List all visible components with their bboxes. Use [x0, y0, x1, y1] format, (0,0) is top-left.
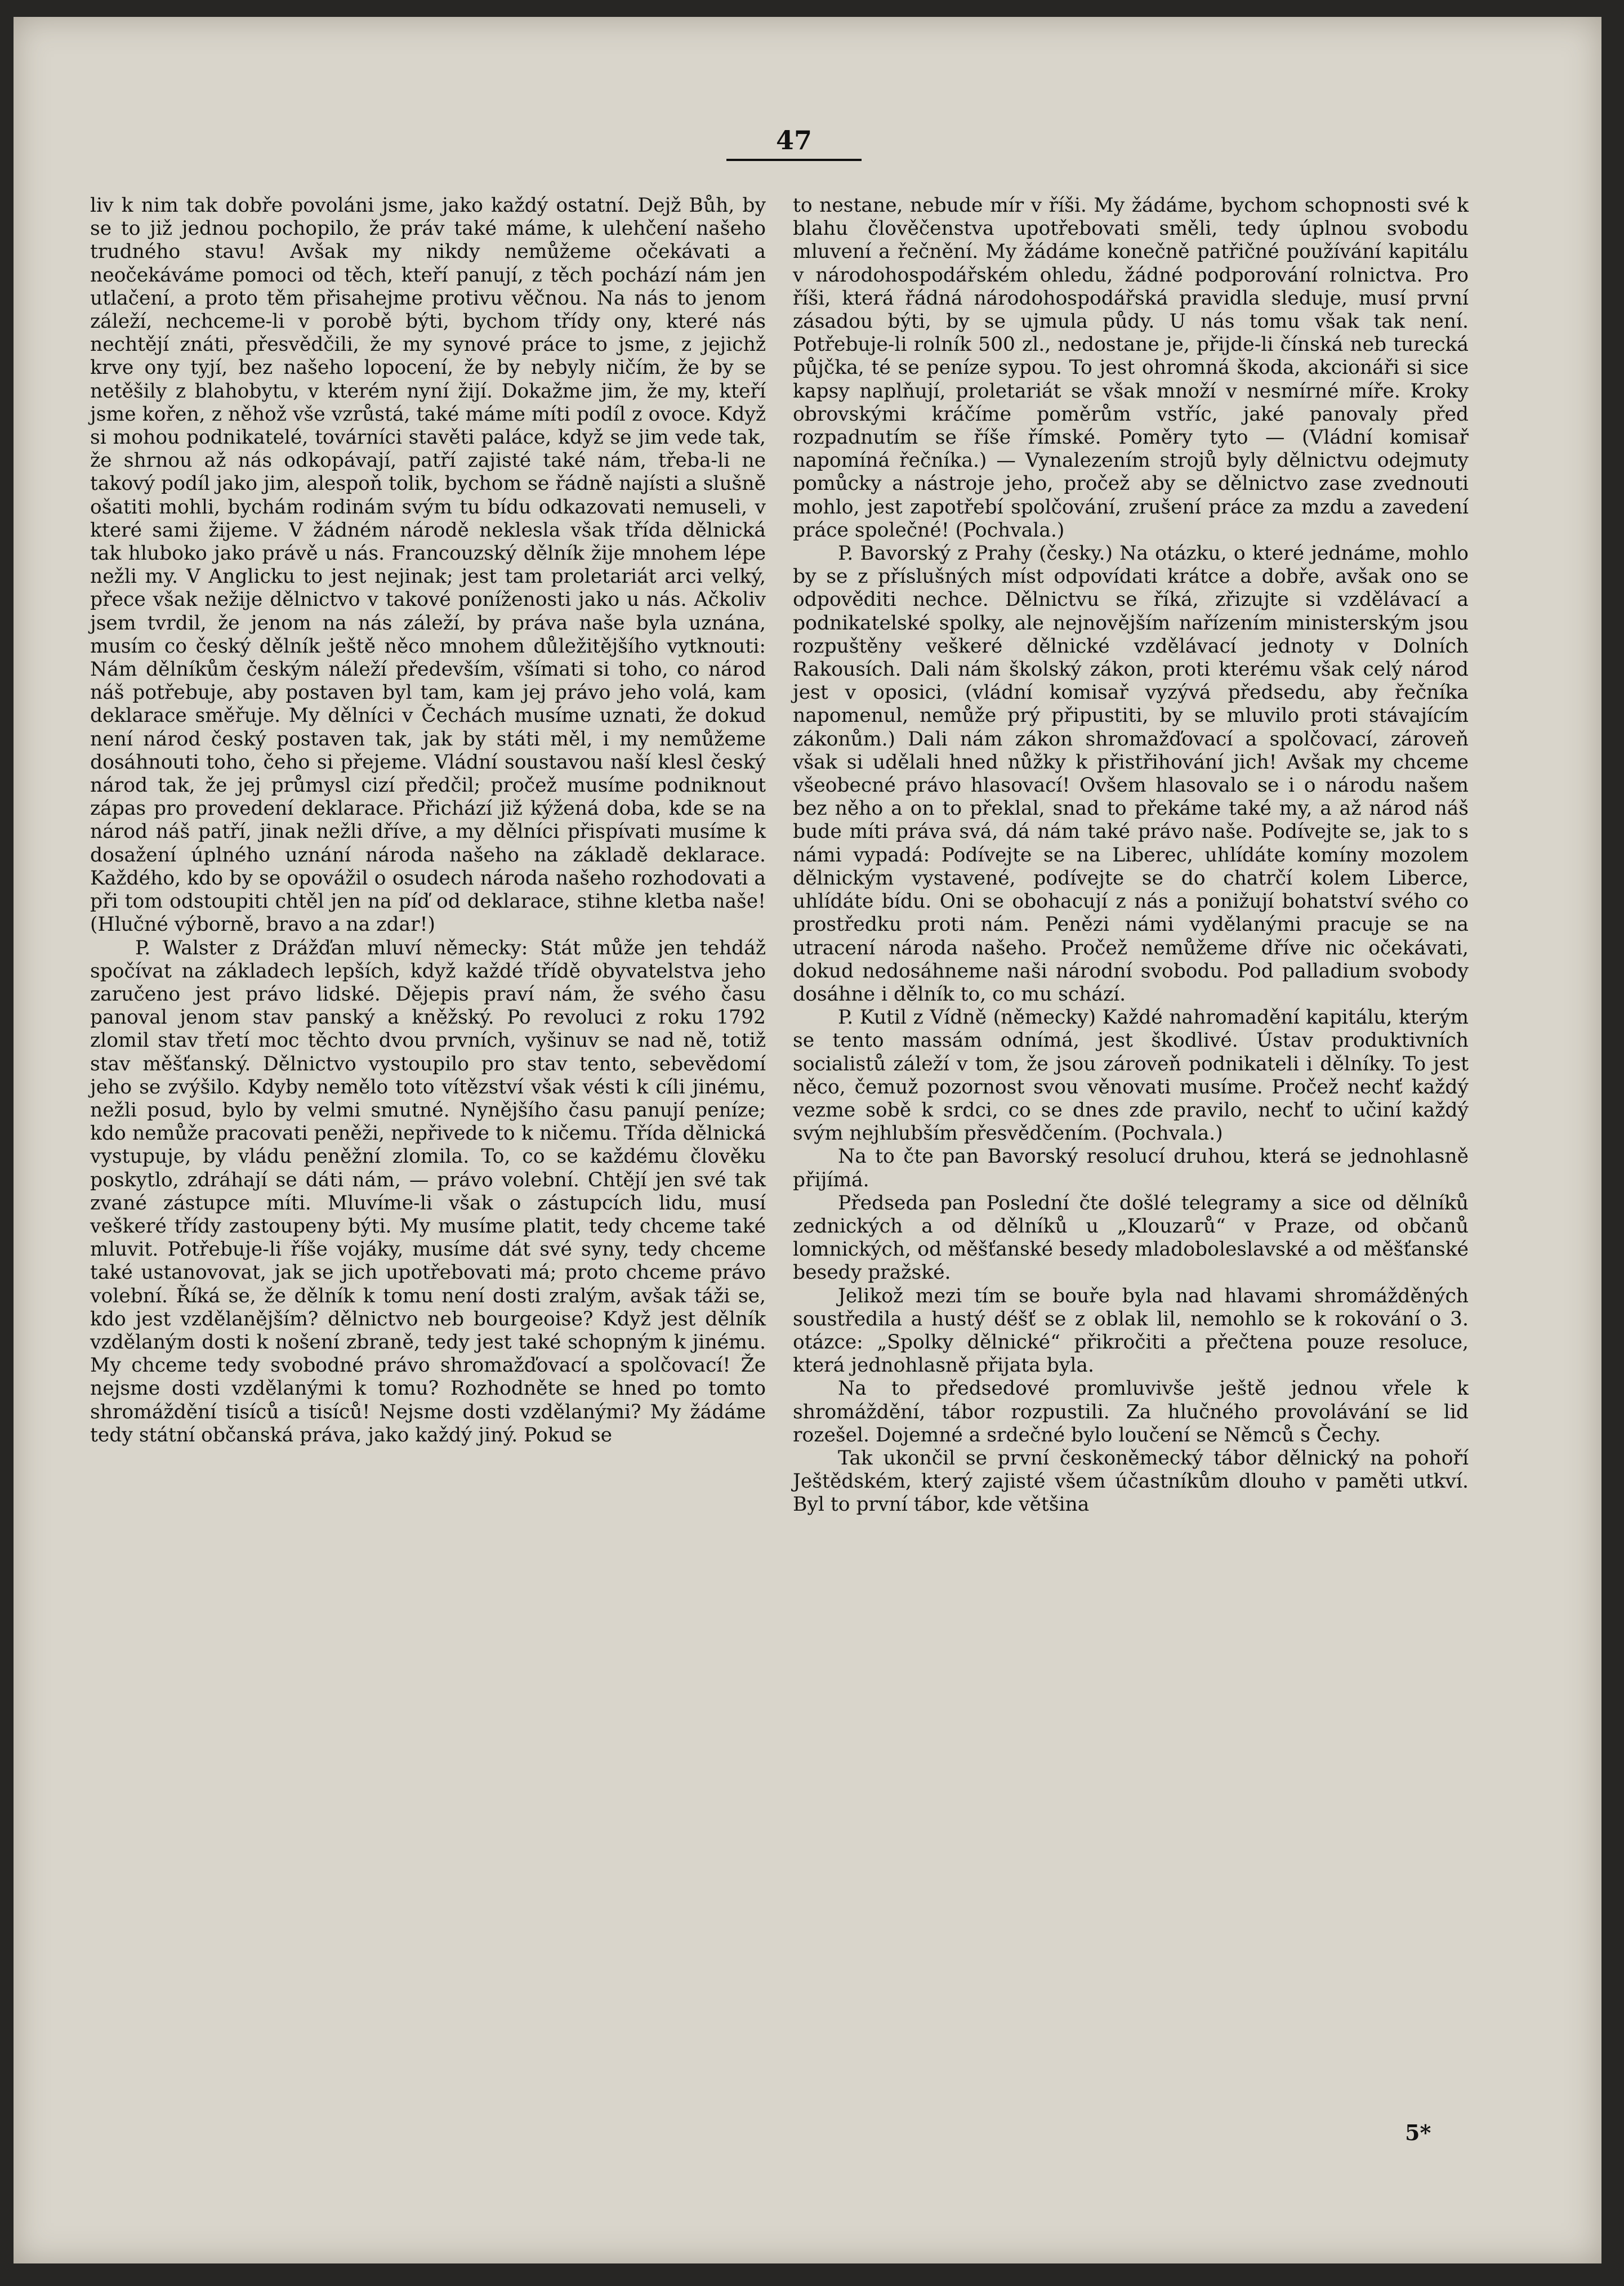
paragraph: Tak ukončil se první českoněmecký tábor dělnický na pohoří Ještědském, který zajisté všem účastníkům dlouho v paměti utkví. Byl to první tábor, kde většina	[793, 1446, 1469, 1516]
paragraph: Předseda pan Poslední čte došlé telegramy a sice od dělníků zednických a od dělníků u „Klouzarů“ v Praze, od občanů lomnických, od měšťanské besedy mladoboleslavské a od měšťanské besedy pražské.	[793, 1191, 1469, 1284]
paragraph: liv k nim tak dobře povoláni jsme, jako každý ostatní. Dejž Bůh, by se to již jednou pochopilo, že práv také máme, k ulehčení našeho trudného stavu! Avšak my nikdy nemůžeme očekávati a neočekáváme pomoci od těch, kteří panují, z těch pochází nám jen utlačení, a proto těm přisahejme protivu věčnou. Na nás to jenom záleží, nechceme-li v porobě býti, bychom třídy ony, které nás nechtějí znáti, přesvědčili, že my synové práce to jsme, z jejichž krve ony tyjí, bez našeho lopocení, že by nebyly ničím, že by se netěšily z blahobytu, v kterém nyní žijí. Dokažme jim, že my, kteří jsme kořen, z něhož vše vzrůstá, také máme míti podíl z ovoce. Když si mohou podnikatelé, továrníci stavěti paláce, když se jim vede tak, že shrnou až nás odkopávají, patří zajisté také nám, třeba-li ne takový podíl jako jim, alespoň tolik, bychom se řádně najísti a slušně ošatiti mohli, bychám rodinám svým tu bídu odkazovati nemuseli, v které sami žijeme. V žádném národě neklesla však třída dělnická tak hluboko jako právě u nás. Francouzský dělník žije mnohem lépe nežli my. V Anglicku to jest nejinak; jest tam proletariát arci velký, přece však nežije dělnictvo v takové poníženosti jako u nás. Ačkoliv jsem tvrdil, že jenom na nás záleží, by práva naše byla uznána, musím co český dělník ještě něco mnohem důležitějšího vytknouti: Nám dělníkům českým náleží především, všímati si toho, co národ náš potřebuje, aby postaven byl tam, kam jej právo jeho volá, kam deklarace směřuje. My dělníci v Čechách musíme uznati, že dokud není národ český postaven tak, jak by státi měl, i my nemůžeme dosáhnouti toho, čeho si přejeme. Vládní soustavou naší klesl český národ tak, že jej průmysl cizí předčil; pročež musíme podniknout zápas pro provedení deklarace. Přichází již kýžená doba, kde se na národ náš patří, jinak nežli dříve, a my dělníci přispívati musíme k dosažení úplného uznání národa našeho na základě deklarace. Každého, kdo by se opovážil o osudech národa našeho rozhodovati a při tom odstoupiti chtěl jen na píď od deklarace, stihne kletba naše! (Hlučné výborně, bravo a na zdar!)	[90, 194, 766, 936]
paragraph: P. Kutil z Vídně (německy) Každé nahromadění kapitálu, kterým se tento massám odnímá, jest škodlivé. Ústav produktivních socialistů záleží v tom, že jsou zároveň podnikateli i dělníky. To jest něco, čemuž pozornost svou věnovati musíme. Pročež nechť každý vezme sobě k srdci, co se dnes zde pravilo, nechť to učiní každý svým nejhlubším přesvědčením. (Pochvala.)	[793, 1006, 1469, 1145]
paragraph: Na to čte pan Bavorský resolucí druhou, která se jednohlasně přijímá.	[793, 1145, 1469, 1191]
left-column	[90, 194, 766, 1447]
paragraph: P. Walster z Drážďan mluví německy: Stát může jen tehdáž spočívat na základech lepších, když každé třídě obyvatelstva jeho zaručeno jest právo lidské. Dějepis praví nám, že svého času panoval jenom stav panský a kněžský. Po revoluci z roku 1792 zlomil stav třetí moc těchto dvou prvních, vyšinuv se nad ně, totiž stav měšťanský. Dělnictvo vystoupilo pro stav tento, sebevědomí jeho se zvýšilo. Kdyby nemělo toto vítězství však vésti k cíli jinému, nežli posud, bylo by velmi smutné. Nynějšího času panují peníze; kdo nemůže pracovati peněži, nepřivede to k ničemu. Třída dělnická vystupuje, by vládu peněžní zlomila. To, co se každému člověku poskytlo, zdráhají se dáti nám, — právo volební. Chtějí jen své tak zvané zástupce míti. Mluvíme-li však o zástupcích lidu, musí veškeré třídy zastoupeny býti. My musíme platit, tedy chceme také mluvit. Potřebuje-li říše vojáky, musíme dát své syny, tedy chceme také ustanovovat, jak se jich upotřebovati má; proto chceme právo volební. Říká se, že dělník k tomu není dosti zralým, avšak táži se, kdo jest vzdělanějším? dělnictvo neb bourgeoise? Když jest dělník vzdělaným dosti k nošení zbraně, tedy jest také schopným k jinému. My chceme tedy svobodné právo shromažďovací a spolčovací! Že nejsme dosti vzdělanými k tomu? Rozhodněte se hned po tomto shromáždění tisíců a tisíců! Nejsme dosti vzdělanými? My žádáme tedy státní občanská práva, jako každý jiný. Pokud se	[90, 936, 766, 1446]
printer-signature-mark: 5*	[1405, 2120, 1431, 2145]
paragraph: Na to předsedové promluvivše ještě jednou vřele k shromáždění, tábor rozpustili. Za hlučného provolávání se lid rozešel. Dojemné a srdečné bylo loučení se Němců s Čechy.	[793, 1377, 1469, 1446]
right-column	[793, 194, 1469, 1517]
paragraph: P. Bavorský z Prahy (česky.) Na otázku, o které jednáme, mohlo by se z příslušných míst odpovídati krátce a dobře, avšak ono se odpověditi nechce. Dělnictvu se říká, zřizujte si vzdělávací a podnikatelské spolky, ale nejnovějším nařízením ministerským jsou rozpuštěny veškeré dělnické vzdělávací jednoty v Dolních Rakousích. Dali nám školský zákon, proti kterému však celý národ jest v oposici, (vládní komisař vyzývá předsedu, aby řečníka napomenul, nemůže prý připustiti, by se mluvilo proti stávajícím zákonům.) Dali nám zákon shromažďovací a spolčovací, zároveň však si udělali hned nůžky k přistřihování jich! Avšak my chceme všeobecné právo hlasovací! Ovšem hlasovalo se i o národu našem bez něho a on to překlal, snad to překáme také my, a až národ náš bude míti práva svá, dá nám také právo naše. Podívejte se, jak to s námi vypadá: Podívejte se na Liberec, uhlídáte komíny mozolem dělnickým vystavené, podívejte se do chatrčí kolem Liberce, uhlídáte bídu. Oni se obohacují z nás a ponižují bohatství svého co prostředku proti nám. Penězi námi vydělanými pracuje se na utracení národa našeho. Pročež nemůžeme dříve nic očekávati, dokud nedosáhneme naši národní svobodu. Pod palladium svobody dosáhne i dělník to, co mu schází.	[793, 542, 1469, 1006]
page-number: 47	[726, 125, 862, 161]
paragraph: to nestane, nebude mír v říši. My žádáme, bychom schopnosti své k blahu člověčenstva upotřebovati směli, tedy úplnou svobodu mluvení a řečnění. My žádáme konečně patřičné používání kapitálu v národohospodářském ohledu, žádné podporování rolnictva. Pro říši, která řádná národohospodářská pravidla sleduje, musí první zásadou býti, by se ujmula půdy. U nás tomu však tak není. Potřebuje-li rolník 500 zl., nedostane je, přijde-li čínská neb turecká půjčka, té se peníze sypou. To jest ohromná škoda, akcionáři si sice kapsy naplňují, proletariát se však množí v nesmírné míře. Kroky obrovskými kráčíme poměrům vstříc, jaké panovaly před rozpadnutím se říše římské. Poměry tyto — (Vládní komisař napomíná řečníka.) — Vynalezením strojů byly dělnictvu odejmuty pomůcky a nástroje jeho, pročež aby se dělnictvo zase zvednouti mohlo, jest zapotřebí spolčování, zrušení práce za mzdu a zavedení práce společné! (Pochvala.)	[793, 194, 1469, 542]
paragraph: Jelikož mezi tím se bouře byla nad hlavami shromážděných soustředila a hustý déšť se z oblak lil, nemohlo se k rokování o 3. otázce: „Spolky dělnické“ přikročiti a přečtena pouze resoluce, která jednohlasně přijata byla.	[793, 1284, 1469, 1377]
